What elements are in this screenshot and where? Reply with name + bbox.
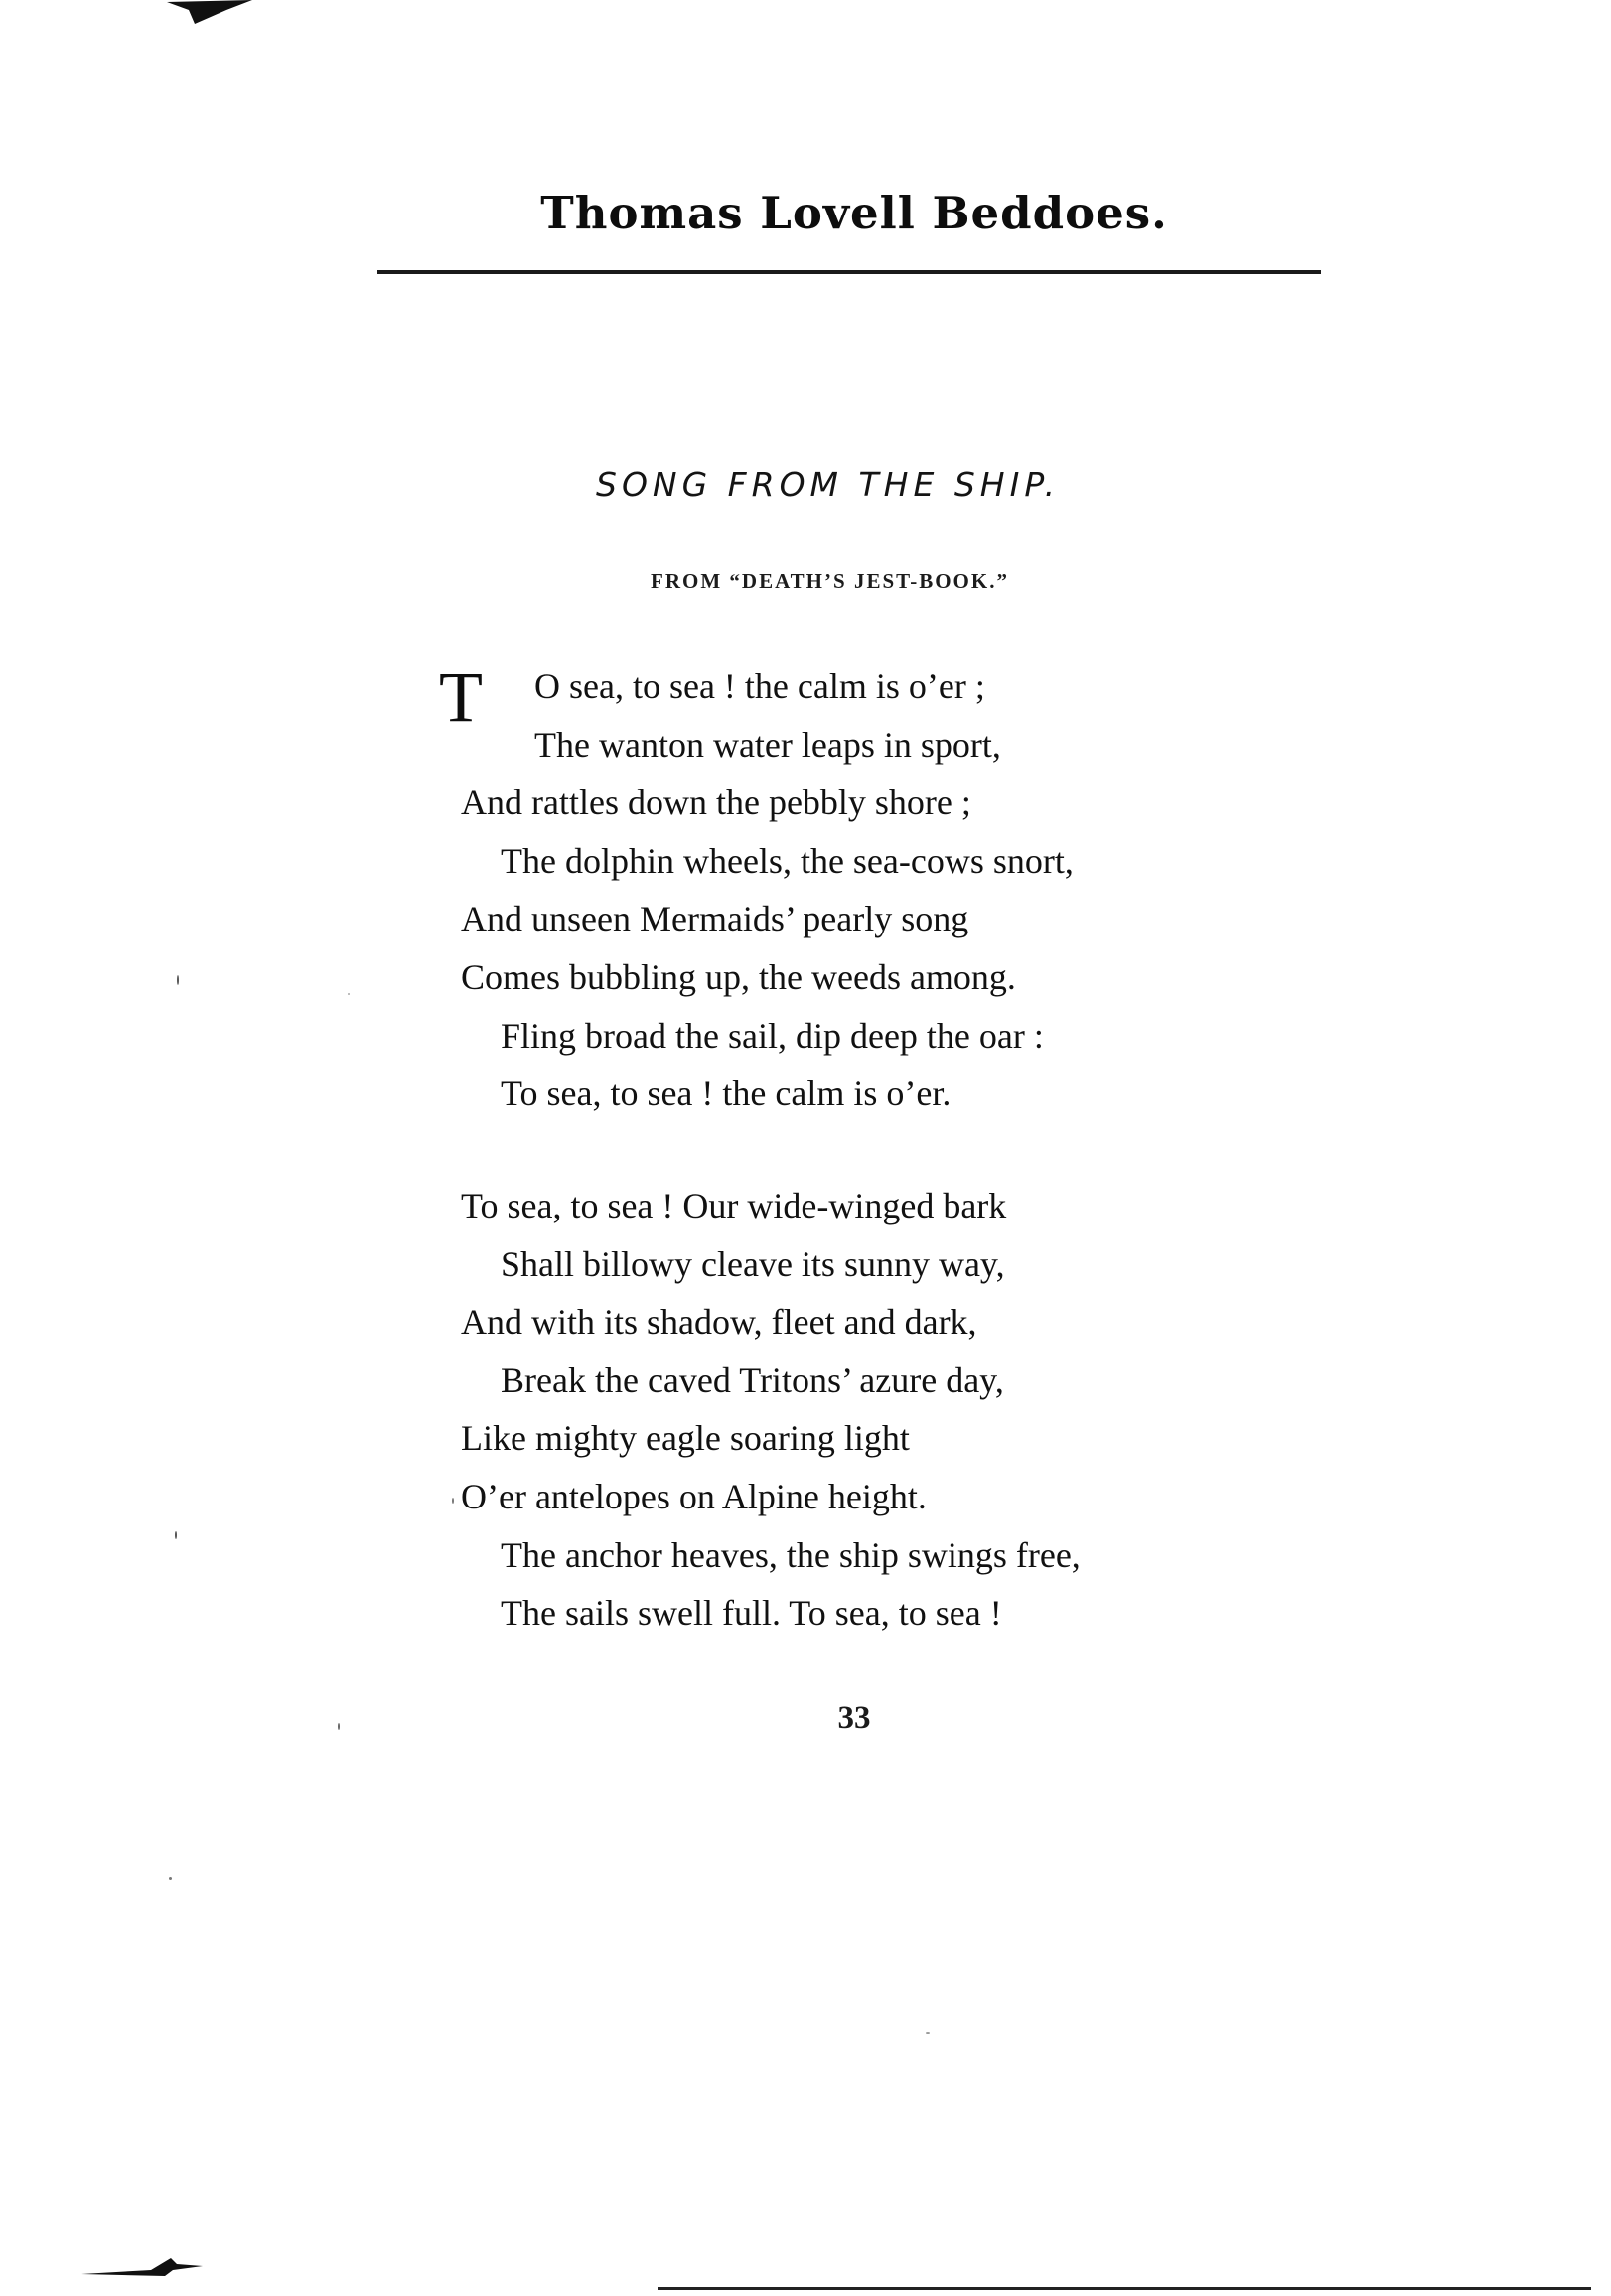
poem-line bbox=[439, 657, 1255, 737]
scan-artifact-bottom bbox=[81, 2254, 203, 2280]
poem-line: Break the caved Tritons’ azure day, bbox=[501, 1360, 1004, 1400]
poem-line: To sea, to sea ! Our wide-winged bark bbox=[461, 1186, 1007, 1225]
paper-speck bbox=[348, 993, 350, 995]
stanza-1 bbox=[439, 657, 1255, 1123]
first-line-text: O sea, to sea ! the calm is o’er ; bbox=[534, 666, 985, 706]
poem-line: Fling broad the sail, dip deep the oar : bbox=[501, 1015, 1044, 1056]
header-rule bbox=[377, 270, 1321, 274]
poem-line: The wanton water leaps in sport, bbox=[534, 724, 1001, 765]
poem-line: Like mighty eagle soaring light bbox=[461, 1418, 910, 1459]
poem-line: The anchor heaves, the ship swings free, bbox=[501, 1534, 1081, 1575]
paper-speck bbox=[452, 1498, 454, 1504]
paper-speck bbox=[175, 1531, 177, 1539]
poem-line: And with its shadow, fleet and dark, bbox=[461, 1302, 977, 1343]
paper-speck bbox=[338, 1723, 340, 1730]
poem-line: Shall billowy cleave its sunny way, bbox=[501, 1243, 1005, 1284]
poem-subtitle: FROM “DEATH’S JEST-BOOK.” bbox=[651, 569, 1009, 593]
poem-line: And unseen Mermaids’ pearly song bbox=[461, 899, 969, 939]
drop-cap: T bbox=[439, 657, 483, 737]
running-head: Thomas Lovell Beddoes. bbox=[540, 187, 1168, 239]
poem-line: And rattles down the pebbly shore ; bbox=[461, 783, 971, 823]
paper-speck bbox=[177, 975, 179, 985]
scan-artifact-top bbox=[167, 0, 252, 26]
paper-speck bbox=[169, 1877, 172, 1880]
poem-line: O’er antelopes on Alpine height. bbox=[461, 1476, 927, 1516]
poem-line: The sails swell full. To sea, to sea ! bbox=[501, 1593, 1002, 1634]
page-edge-rule bbox=[658, 2287, 1591, 2290]
poem-line: Comes bubbling up, the weeds among. bbox=[461, 956, 1016, 997]
page-number: 33 bbox=[837, 1700, 871, 1736]
poem-line: The dolphin wheels, the sea-cows snort, bbox=[501, 840, 1074, 881]
poem-title: SONG FROM THE SHIP. bbox=[596, 465, 1061, 503]
stanza-2 bbox=[461, 1177, 1255, 1643]
paper-speck bbox=[926, 2032, 930, 2034]
poem-line: To sea, to sea ! the calm is o’er. bbox=[501, 1074, 952, 1114]
